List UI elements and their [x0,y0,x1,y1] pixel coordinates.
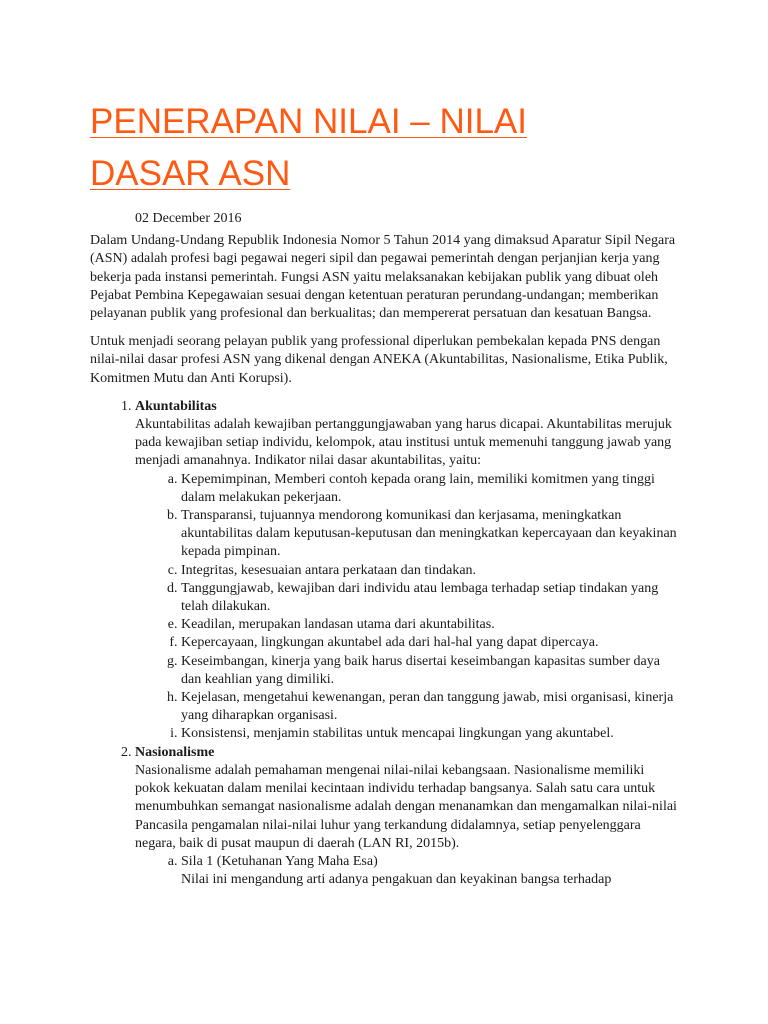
list-item: i. Konsistensi, menjamin stabilitas untuk mencapai lingkungan yang akuntabel. [181,725,680,743]
list-item: g. Keseimbangan, kinerja yang baik harus disertai keseimbangan kapasitas sumber daya dan keahlian yang dimiliki. [181,653,680,689]
list-item: d. Tanggungjawab, kewajiban dari individu atau lembaga terhadap setiap tindakan yang telah dilakukan. [181,580,680,616]
section-heading: 1. Akuntabilitas [135,398,217,414]
document-title-line-2: DASAR ASN [90,154,291,193]
document-title [90,96,690,200]
document-title-line-1: PENERAPAN NILAI – NILAI [90,102,528,141]
aneka-paragraph: Untuk menjadi seorang pelayan publik yang professional diperlukan pembekalan kepada PNS dengan nilai-nilai dasar profesi ASN yang dikenal dengan ANEKA (Akuntabilitas, Nasionalisme, Etika Publik, Komitmen Mutu dan Anti Korupsi). [90,334,668,386]
section-heading: 2. Nasionalisme [135,744,215,760]
list-item: c. Integritas, kesesuaian antara perkataan dan tindakan. [181,562,680,580]
section-akuntabilitas [135,398,680,744]
section-nasionalisme [135,744,680,890]
list-item: f. Kepercayaan, lingkungan akuntabel ada dari hal-hal yang dapat dipercaya. [181,634,680,652]
aneka-list [90,398,680,889]
sila-title: a. Sila 1 (Ketuhanan Yang Maha Esa) [181,853,378,869]
document-body [90,210,680,889]
list-item: b. Transparansi, tujuannya mendorong komunikasi dan kerjasama, meningkatkan akuntabilitas dalam keputusan-keputusan dan meningkatkan kepercayaan dan keyakinan kepada pimpinan. [181,507,680,562]
list-item: e. Keadilan, merupakan landasan utama dari akuntabilitas. [181,616,680,634]
intro-paragraph: Dalam Undang-Undang Republik Indonesia Nomor 5 Tahun 2014 yang dimaksud Aparatur Sipil Negara (ASN) adalah profesi bagi pegawai negeri sipil dan pegawai pemerintah dengan perjanjian kerja yang bekerja pada instansi pemerintah. Fungsi ASN yaitu melaksanakan kebijakan publik yang dibuat oleh Pejabat Pembina Kepegawaian sesuai dengan ketentuan peraturan perundang-undangan; memberikan pelayanan publik yang profesional dan berkualitas; dan mempererat persatuan dan kesatuan Bangsa. [90,233,676,322]
list-item: h. Kejelasan, mengetahui kewenangan, peran dan tanggung jawab, misi organisasi, kinerja yang diharapkan organisasi. [181,689,680,725]
sila-description: Nilai ini mengandung arti adanya pengakuan dan keyakinan bangsa terhadap [181,872,612,888]
sila-list [135,853,680,889]
publish-date: 02 December 2016 [135,211,242,226]
section-description: Nasionalisme adalah pemahaman mengenai nilai-nilai kebangsaan. Nasionalisme memiliki pokok kekuatan dalam menilai kecintaan individu terhadap bangsanya. Salah satu cara untuk menumbuhkan semangat nasionalisme adalah dengan menanamkan dan mengamalkan nilai-nilai Pancasila pengamalan nilai-nilai luhur yang terkandung didalamnya, setiap penyelenggara negara, baik di pusat maupun di daerah (LAN RI, 2015b). [135,762,677,851]
list-item [181,853,680,889]
indicator-list [135,471,680,744]
section-description: Akuntabilitas adalah kewajiban pertanggungjawaban yang harus dicapai. Akuntabilitas merujuk pada kewajiban setiap individu, kelompok, atau institusi untuk memenuhi tanggung jawab yang menjadi amanahnya. Indikator nilai dasar akuntabilitas, yaitu: [135,417,672,469]
list-item: a. Kepemimpinan, Memberi contoh kepada orang lain, memiliki komitmen yang tinggi dalam melakukan pekerjaan. [181,471,680,507]
